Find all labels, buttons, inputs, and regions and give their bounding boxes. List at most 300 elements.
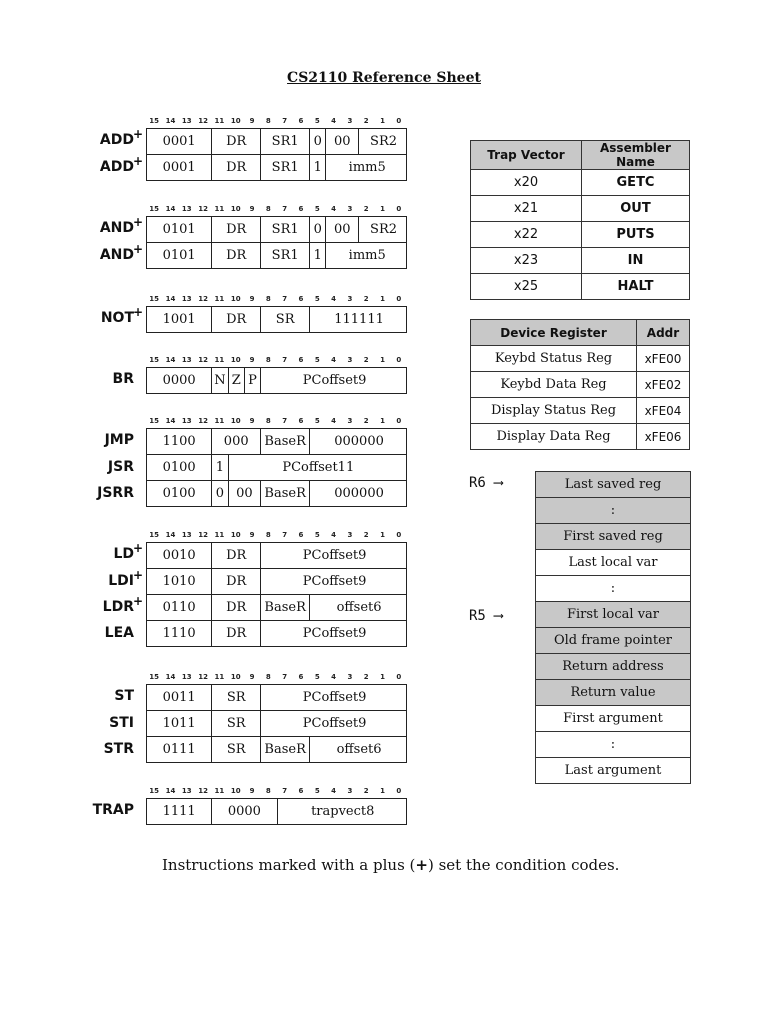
bit-number: 7 [282,531,288,539]
device-register-cell: Display Status Reg [471,398,637,424]
mnemonic-ldi [60,568,143,589]
stack-cell: Return address [536,654,690,680]
encoding-field: N [212,368,228,393]
addr-cell: xFE02 [637,372,690,398]
device-register-table [470,319,690,450]
encoding-field: DR [212,129,261,154]
bit-number: 5 [314,673,320,681]
encoding-row [146,595,407,621]
mnemonic-jsrr [60,485,134,501]
bit-number: 14 [165,673,176,681]
bit-number: 12 [198,787,208,795]
encoding-field: 1001 [147,307,212,332]
table-row [471,274,690,300]
bit-number: 12 [198,117,208,125]
encoding-row [146,711,407,737]
encoding-field: DR [212,307,261,332]
bit-number: 10 [230,295,241,303]
mnemonic-label: JMP [104,432,134,448]
bit-number: 5 [314,356,320,364]
stack-cell: : [536,732,690,758]
bit-number: 10 [230,531,241,539]
bit-number: 0 [396,356,402,364]
assembler-name-header: Assembler Name [582,141,690,170]
encoding-field: SR [212,685,261,710]
trap-vector-cell: x20 [471,170,582,196]
bit-number: 3 [347,787,353,795]
bit-number: 5 [314,417,320,425]
bit-number: 1 [380,787,385,795]
bit-number: 1 [380,673,385,681]
encoding-field: 0101 [147,243,212,268]
encoding-row [146,542,407,569]
mnemonic-sti [60,715,134,731]
bit-number: 2 [363,787,369,795]
bit-number: 11 [214,295,225,303]
bit-number: 5 [314,117,320,125]
bit-number: 6 [298,295,304,303]
bit-number: 1 [380,295,385,303]
bit-number: 4 [331,295,337,303]
encoding-field: SR1 [261,155,310,180]
bit-number: 15 [149,531,160,539]
assembler-name-cell: OUT [582,196,690,222]
encoding-field: 0101 [147,217,212,242]
encoding-field: SR2 [370,222,398,237]
bit-number: 10 [230,117,241,125]
bit-number: 13 [181,356,192,364]
bit-number: 15 [149,117,160,125]
bit-number: 3 [347,205,353,213]
bit-number-row [146,531,406,541]
bit-number: 6 [298,205,304,213]
bit-number: 8 [265,673,271,681]
bit-number: 14 [165,531,176,539]
mnemonic-label: AND + [99,242,143,263]
bit-number: 7 [282,673,288,681]
mnemonic-jsr [60,459,134,475]
device-register-cell: Keybd Data Reg [471,372,637,398]
bit-number: 11 [214,117,225,125]
encoding-field: 1011 [147,711,212,736]
bit-number: 6 [298,417,304,425]
encoding-field: 0001 [147,129,212,154]
encoding-field: 0 [310,217,326,242]
encoding-field: Z [229,368,245,393]
encoding-field: 000 [212,429,261,454]
bit-number: 9 [249,417,255,425]
bit-number: 10 [230,417,241,425]
bit-number: 4 [331,531,337,539]
plus-mark: + [132,594,143,608]
encoding-row [146,155,407,181]
bit-number: 12 [198,673,208,681]
mnemonic-label: BR [112,371,134,387]
bit-number: 13 [181,531,192,539]
mnemonic-add [60,154,143,175]
encoding-field: imm5 [348,248,386,263]
trap-vector-cell: x23 [471,248,582,274]
stack-cell: First argument [536,706,690,732]
bit-number: 12 [198,356,208,364]
bit-number-row [146,417,406,427]
bit-number: 11 [214,531,225,539]
bit-number: 2 [363,295,369,303]
encoding-field: DR [212,595,261,620]
plus-mark: + [132,541,143,555]
encoding-row [146,798,407,825]
bit-number: 7 [282,117,288,125]
bit-number: 14 [165,117,176,125]
addr-cell: xFE00 [637,346,690,372]
encoding-row [146,621,407,647]
encoding-row [146,128,407,155]
encoding-field: SR [212,711,261,736]
mnemonic-label: LDR + [102,594,143,615]
bit-number: 14 [165,417,176,425]
encoding-field: SR [212,737,261,762]
mnemonic-lea [60,625,134,641]
bit-number: 14 [165,787,176,795]
mnemonic-jmp [60,432,134,448]
table-row [471,222,690,248]
bit-number: 7 [282,295,288,303]
encoding-row [146,243,407,269]
encoding-field: 0011 [147,685,212,710]
encoding-field: P [245,368,261,393]
bit-number-row [146,205,406,215]
bit-number: 0 [396,787,402,795]
encoding-field: PCoffset11 [282,460,355,475]
encoding-field: 1 [310,155,326,180]
bit-number: 9 [249,205,255,213]
stack-cell: : [536,498,690,524]
encoding-field: DR [212,155,261,180]
bit-number: 0 [396,417,402,425]
bit-number: 3 [347,295,353,303]
mnemonic-label: AND + [99,215,143,236]
encoding-field: PCoffset9 [302,716,367,731]
page-title: CS2110 Reference Sheet [287,70,481,86]
footnote-text-after: ) set the condition codes. [427,856,620,874]
mnemonic-not [60,305,143,326]
bit-number: 11 [214,673,225,681]
bit-number: 11 [214,205,225,213]
bit-number: 8 [265,205,271,213]
encoding-row [146,216,407,243]
encoding-row [146,306,407,333]
bit-number: 13 [181,295,192,303]
bit-number: 7 [282,787,288,795]
bit-number: 15 [149,787,160,795]
encoding-field: 1100 [147,429,212,454]
encoding-field: imm5 [348,160,386,175]
mnemonic-label: JSRR [97,485,134,501]
bit-number: 6 [298,356,304,364]
bit-number: 5 [314,531,320,539]
encoding-field: 00 [229,481,262,506]
stack-cell: First local var [536,602,690,628]
bit-number: 4 [331,205,337,213]
encoding-field: 1111 [147,799,212,824]
bit-number: 13 [181,205,192,213]
encoding-row [146,428,407,455]
r5-pointer-label: R5 ⟶ [469,608,503,624]
mnemonic-ld [60,541,143,562]
table-row [471,372,690,398]
table-row [471,346,690,372]
encoding-field: SR2 [370,134,398,149]
encoding-field: SR [261,307,310,332]
r6-pointer-label: R6 ⟶ [469,475,503,491]
plus-mark: + [132,215,143,229]
encoding-field: 0100 [147,481,212,506]
bit-number: 2 [363,117,369,125]
mnemonic-label: NOT + [100,305,143,326]
stack-cell: : [536,576,690,602]
assembler-name-cell: GETC [582,170,690,196]
bit-number: 2 [363,531,369,539]
bit-number: 11 [214,356,225,364]
encoding-field: 0100 [147,455,212,480]
bit-number: 2 [363,205,369,213]
bit-number: 0 [396,295,402,303]
assembler-name-cell: IN [582,248,690,274]
bit-number: 15 [149,417,160,425]
encoding-field: 0001 [147,155,212,180]
footnote [162,856,619,874]
mnemonic-str [60,741,134,757]
bit-number: 14 [165,356,176,364]
bit-number: 8 [265,295,271,303]
plus-mark: + [132,242,143,256]
plus-mark: + [132,568,143,582]
addr-header: Addr [637,320,690,346]
bit-number: 5 [314,787,320,795]
bit-number: 7 [282,205,288,213]
mnemonic-label: LDI + [108,568,143,589]
encoding-field: 00 [326,217,359,242]
bit-number: 4 [331,356,337,364]
bit-number: 9 [249,356,255,364]
encoding-field: 000000 [334,486,384,501]
trap-vector-header: Trap Vector [471,141,582,170]
bit-number: 12 [198,531,208,539]
device-register-cell: Keybd Status Reg [471,346,637,372]
encoding-field: 00 [326,129,359,154]
encoding-field: SR1 [261,243,310,268]
encoding-row [146,367,407,394]
bit-number: 8 [265,117,271,125]
encoding-field: trapvect8 [311,804,375,819]
bit-number: 13 [181,673,192,681]
encoding-field: 0110 [147,595,212,620]
stack-cell: Old frame pointer [536,628,690,654]
bit-number: 0 [396,117,402,125]
encoding-field: PCoffset9 [302,690,367,705]
mnemonic-label: STR [103,741,134,757]
trap-vector-cell: x21 [471,196,582,222]
mnemonic-ldr [60,594,143,615]
footnote-text-before: Instructions marked with a plus ( [162,856,416,874]
bit-number: 10 [230,356,241,364]
mnemonic-label: ADD + [99,127,143,148]
trap-vector-cell: x22 [471,222,582,248]
mnemonic-label: LD + [113,541,143,562]
bit-number: 6 [298,117,304,125]
encoding-field: SR1 [261,217,310,242]
encoding-field: 0 [212,481,228,506]
bit-number: 15 [149,673,160,681]
table-row [471,196,690,222]
assembler-name-cell: PUTS [582,222,690,248]
mnemonic-br [60,371,134,387]
mnemonic-label: ADD + [99,154,143,175]
mnemonic-label: ST [114,688,134,704]
bit-number: 6 [298,673,304,681]
encoding-field: BaseR [261,595,310,620]
encoding-row [146,569,407,595]
bit-number: 3 [347,531,353,539]
trap-vector-cell: x25 [471,274,582,300]
bit-number: 9 [249,117,255,125]
bit-number-row [146,673,406,683]
encoding-field: 0 [310,129,326,154]
bit-number-row [146,787,406,797]
bit-number: 10 [230,673,241,681]
bit-number-row [146,295,406,305]
plus-mark: + [415,856,428,874]
bit-number: 15 [149,356,160,364]
bit-number: 5 [314,205,320,213]
bit-number: 0 [396,531,402,539]
bit-number-row [146,117,406,127]
plus-mark: + [132,154,143,168]
encoding-field: BaseR [261,737,310,762]
plus-mark: + [132,305,143,319]
encoding-field: BaseR [261,429,310,454]
encoding-field: PCoffset9 [302,548,367,563]
bit-number: 1 [380,531,385,539]
trap-vector-table [470,140,690,300]
table-row [471,170,690,196]
encoding-field: BaseR [261,481,310,506]
stack-cell: Last argument [536,758,690,784]
bit-number: 3 [347,356,353,364]
bit-number: 9 [249,787,255,795]
bit-number: 15 [149,205,160,213]
assembler-name-cell: HALT [582,274,690,300]
bit-number: 2 [363,673,369,681]
bit-number: 7 [282,417,288,425]
encoding-row [146,737,407,763]
mnemonic-st [60,688,134,704]
encoding-field: DR [212,569,261,594]
encoding-field: DR [212,543,261,568]
encoding-field: 000000 [334,434,384,449]
mnemonic-label: LEA [104,625,134,641]
bit-number: 2 [363,356,369,364]
bit-number: 6 [298,787,304,795]
table-row [471,424,690,450]
bit-number: 13 [181,417,192,425]
encoding-field: 0111 [147,737,212,762]
encoding-field: SR1 [261,129,310,154]
mnemonic-label: TRAP [92,802,134,818]
bit-number: 11 [214,417,225,425]
bit-number: 9 [249,531,255,539]
mnemonic-label: JSR [107,459,134,475]
encoding-row [146,455,407,481]
device-register-header: Device Register [471,320,637,346]
addr-cell: xFE06 [637,424,690,450]
encoding-row [146,481,407,507]
bit-number: 12 [198,295,208,303]
bit-number: 14 [165,295,176,303]
mnemonic-and [60,215,143,236]
encoding-field: DR [212,243,261,268]
encoding-row [146,684,407,711]
mnemonic-trap [60,802,134,818]
bit-number: 4 [331,787,337,795]
encoding-field: 1 [310,243,326,268]
stack-cell: First saved reg [536,524,690,550]
bit-number: 3 [347,117,353,125]
bit-number: 0 [396,205,402,213]
encoding-field: PCoffset9 [302,373,367,388]
bit-number: 10 [230,205,241,213]
bit-number: 13 [181,117,192,125]
bit-number: 2 [363,417,369,425]
encoding-field: offset6 [336,742,382,757]
encoding-field: 1010 [147,569,212,594]
bit-number: 13 [181,787,192,795]
mnemonic-and [60,242,143,263]
encoding-field: 1110 [147,621,212,646]
encoding-field: offset6 [336,600,382,615]
bit-number: 14 [165,205,176,213]
bit-number: 0 [396,673,402,681]
bit-number: 12 [198,417,208,425]
bit-number-row [146,356,406,366]
device-table-header [471,320,690,346]
plus-mark: + [132,127,143,141]
bit-number: 5 [314,295,320,303]
bit-number: 4 [331,117,337,125]
bit-number: 4 [331,673,337,681]
encoding-field: DR [212,621,261,646]
encoding-field: 0000 [212,799,277,824]
bit-number: 1 [380,356,385,364]
addr-cell: xFE04 [637,398,690,424]
bit-number: 6 [298,531,304,539]
bit-number: 1 [380,417,385,425]
stack-frame-diagram [535,471,691,784]
encoding-field: 0010 [147,543,212,568]
table-row [471,398,690,424]
bit-number: 3 [347,417,353,425]
encoding-field: 1 [212,455,228,480]
bit-number: 9 [249,295,255,303]
mnemonic-label: STI [109,715,134,731]
encoding-field: PCoffset9 [302,626,367,641]
trap-table-header [471,141,690,170]
bit-number: 15 [149,295,160,303]
bit-number: 7 [282,356,288,364]
stack-cell: Last local var [536,550,690,576]
table-row [471,248,690,274]
encoding-field: PCoffset9 [302,574,367,589]
